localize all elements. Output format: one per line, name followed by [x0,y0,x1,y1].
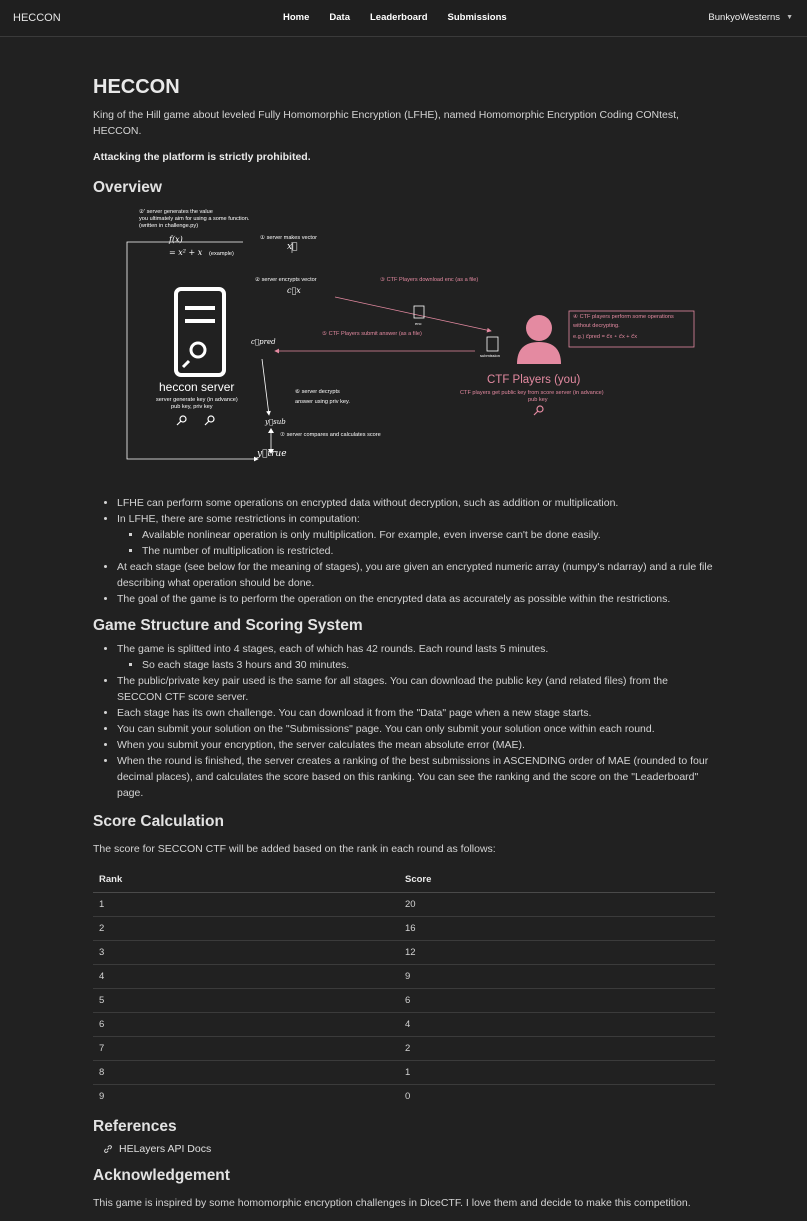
score-cell: 2 [399,1037,715,1061]
submission-file-label: submission [480,353,501,358]
players-sub2: pub key [528,397,548,403]
list-item: • You can submit your solution on the "Submissions" page. You can only submit your solution once within each round. [117,721,715,737]
rank-cell: 2 [93,917,399,941]
player-icon [517,315,561,364]
main-content [93,36,715,1221]
table-header-row [93,869,715,893]
list-item: • Each stage has its own challenge. You can download it from the "Data" page when a new stage starts. [117,705,715,721]
vec-x: x⃗ [287,242,298,252]
nav-submissions[interactable]: Submissions [447,12,507,23]
pub-key-icon [177,416,186,425]
helayers-docs-link[interactable]: HELayers API Docs [119,1143,212,1155]
table-row [93,989,715,1013]
step4-label2: without decrypting. [573,323,620,329]
table-row [93,965,715,989]
table-row [93,941,715,965]
link-icon [103,1144,113,1154]
rank-cell: 7 [93,1037,399,1061]
rank-cell: 1 [93,893,399,917]
list-item: • The goal of the game is to perform the operation on the encrypted data as accurately as possible within the restrictions. [117,591,715,607]
structure-heading: Game Structure and Scoring System [93,617,363,634]
navbar [0,0,807,37]
rank-cell: 4 [93,965,399,989]
step2-note3: (written in challenge.py) [139,223,199,229]
score-cell: 1 [399,1061,715,1085]
rank-cell: 6 [93,1013,399,1037]
fx-equation: = x² + x [169,248,203,257]
sub-list [117,527,715,559]
step6-label2: answer using priv key. [295,399,350,405]
step2-label: ② server encrypts vector [255,277,317,283]
y-sub: y⃗sub [265,418,286,426]
sub-list-item: ▪ So each stage lasts 3 hours and 30 minutes. [142,657,715,673]
table-row [93,1037,715,1061]
overview-diagram [93,209,715,481]
list-item: • At each stage (see below for the meaning of stages), you are given an encrypted numeric array (numpy's ndarray) and a rule file describing what operation should be done. [117,559,715,591]
sub-list-item: ▪ Available nonlinear operation is only multiplication. For example, even inverse can't be done easily. [142,527,715,543]
list-item: • When the round is finished, the server creates a ranking of the best submissions in ASCENDING order of MAE (rounded to four decimal places), and calculates the score based on this ranking. You can see the ranking and the score on the "Leaderboard" page. [117,753,715,801]
table-row [93,1085,715,1109]
score-cell: 4 [399,1013,715,1037]
server-icon [176,289,224,375]
sub-list [117,657,715,673]
c-pred: c⃗pred [251,338,276,346]
score-cell: 12 [399,941,715,965]
submission-file-icon [487,337,498,351]
rank-cell: 5 [93,989,399,1013]
overview-list [93,495,715,607]
page-title: HECCON [93,76,180,98]
acknowledgement-heading: Acknowledgement [93,1167,230,1184]
acknowledgement-text: This game is inspired by some homomorphic encryption challenges in DiceCTF. I love them and decide to make this competition. [93,1197,691,1209]
step7-label: ⑦ server compares and calculates score [280,432,381,438]
step4-example: e.g.) c⃗pred = c⃗x ∘ c⃗x + c⃗x [573,334,637,340]
table-row [93,893,715,917]
score-cell: 6 [399,989,715,1013]
fx-example: (example) [209,251,234,257]
table-row [93,1061,715,1085]
list-item: • The public/private key pair used is the same for all stages. You can download the public key (and related files) from the SECCON CTF score server. [117,673,715,705]
list-item-text: In LFHE, there are some restrictions in computation: [117,513,360,525]
step1-label: ① server makes vector [260,235,317,241]
players-title: CTF Players (you) [487,374,581,386]
step2-note: ②' server generates the value [139,209,213,215]
warning-text: Attacking the platform is strictly prohibited. [93,151,311,163]
step6-label: ⑥ server decrypts [295,389,340,395]
score-cell: 0 [405,1090,411,1102]
priv-key-icon [205,416,214,425]
sub-list-item: ▪ The number of multiplication is restricted. [142,543,715,559]
enc-file-label: enc [415,321,422,326]
nav-links [283,12,527,23]
y-true: y⃗true [257,449,287,459]
column-header-score: Score [399,869,715,893]
nav-home[interactable]: Home [283,12,310,23]
reference-item [103,1143,715,1155]
step2-note2: you ultimately aim for using a some function. [139,216,250,222]
server-sub1: server generate key (in advance) [156,397,238,403]
user-menu[interactable] [708,12,793,23]
players-sub1: CTF players get public key from score server (in advance) [460,390,604,396]
vec-cx: c⃗x [287,286,301,295]
table-row [93,917,715,941]
score-cell: 20 [399,893,715,917]
references-heading: References [93,1118,177,1135]
server-title: heccon server [159,380,235,394]
column-header-rank: Rank [93,869,399,893]
score-cell: 16 [399,917,715,941]
list-item-text: The game is splitted into 4 stages, each of which has 42 rounds. Each round lasts 5 minutes. [117,643,549,655]
score-heading: Score Calculation [93,813,224,830]
step3-label: ③ CTF Players download enc (as a file) [380,277,479,283]
list-item [117,641,715,673]
nav-leaderboard[interactable]: Leaderboard [370,12,428,23]
rank-cell: 8 [93,1061,399,1085]
step4-label: ④ CTF players perform some operations [573,314,674,320]
step5-label: ⑤ CTF Players submit answer (as a file) [322,331,422,337]
chevron-down-icon: ▼ [786,14,793,21]
nav-data[interactable]: Data [329,12,350,23]
list-item [117,511,715,559]
rank-cell: 9 [99,1090,105,1102]
player-key-icon [534,406,543,415]
rank-cell: 3 [93,941,399,965]
fx-label: f(x) [169,235,183,244]
intro-text: King of the Hill game about leveled Fully Homomorphic Encryption (LFHE), named Homomorphic Encryption Coding CONtest, HECCON. [93,109,679,137]
overview-heading: Overview [93,179,162,196]
score-cell: 9 [399,965,715,989]
score-intro: The score for SECCON CTF will be added based on the rank in each round as follows: [93,843,496,855]
list-item: • LFHE can perform some operations on encrypted data without decryption, such as addition or multiplication. [117,495,715,511]
score-table [93,869,715,1108]
list-item: • When you submit your encryption, the server calculates the mean absolute error (MAE). [117,737,715,753]
brand-link[interactable]: HECCON [13,12,61,24]
structure-list [93,641,715,801]
table-row [93,1013,715,1037]
user-name: BunkyoWesterns [708,12,781,23]
server-sub2: pub key, priv key [171,404,213,410]
